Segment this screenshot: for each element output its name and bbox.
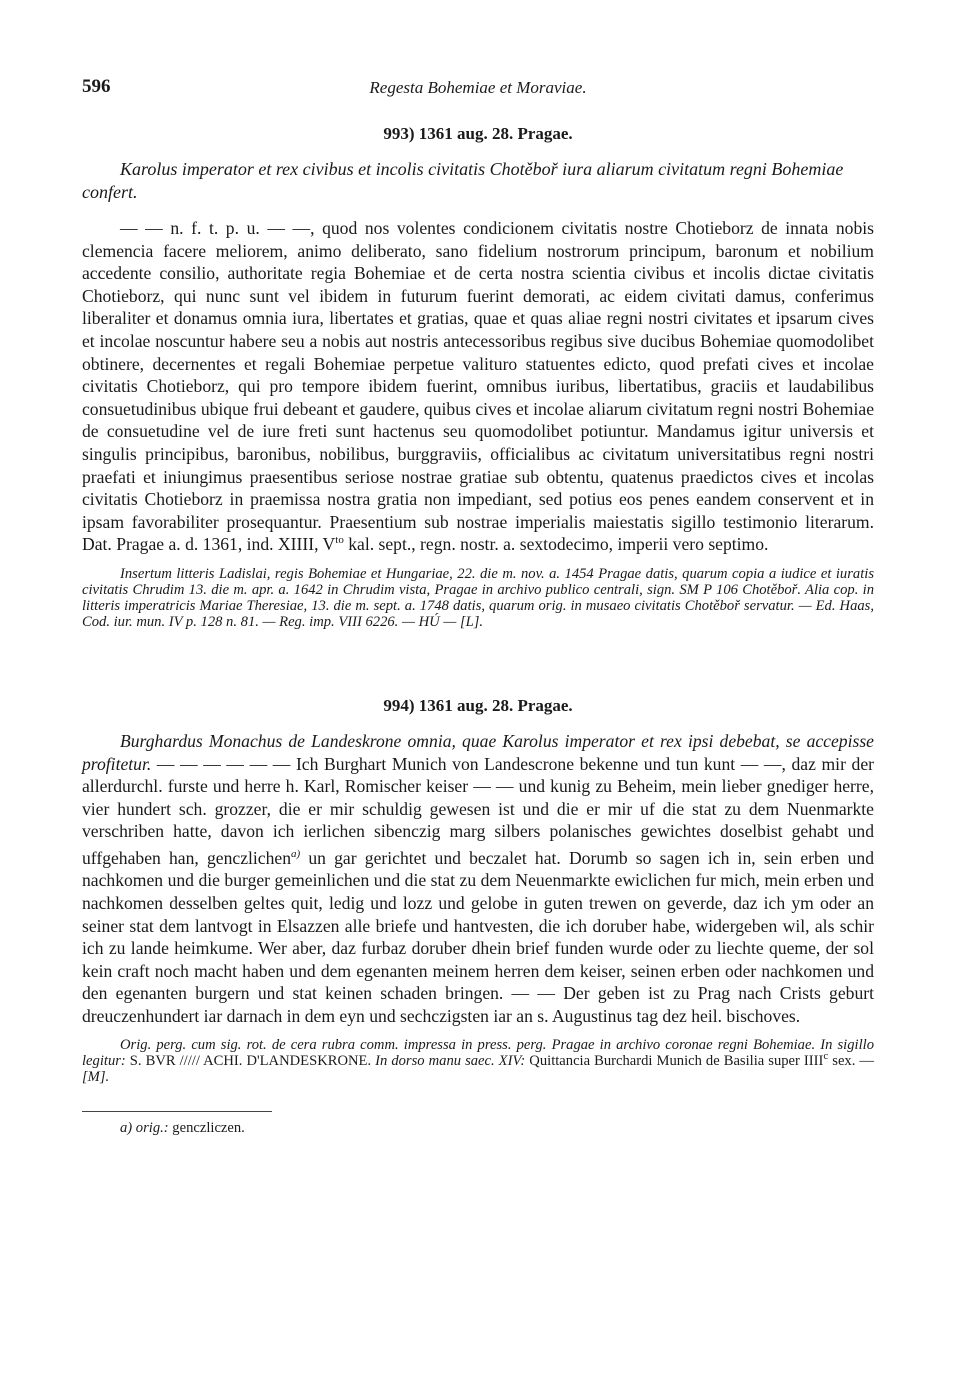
doc-994-apparatus: Orig. perg. cum sig. rot. de cera rubra comm. impressa in press. perg. Pragae in archivo coronae regni Bohemiae. In sigillo legitur: S. BVR ///// ACHI. D'LANDESKRONE. In dorso manu saec. XIV: Quittancia Burchardi Munich de Basilia super IIII$^c$ sex. — [M]. — [82, 1037, 874, 1086]
doc-994-footnote-mark: a) — [291, 847, 301, 860]
page-number: 596 — [82, 76, 111, 97]
doc-994-heading: 994) 1361 aug. 28. Pragae. — [383, 695, 573, 715]
doc-993-superscript: to — [335, 534, 344, 547]
doc-993-apparatus: Insertum litteris Ladislai, regis Bohemiae et Hungariae, 22. die m. nov. a. 1454 Pragae datis, quarum copia a iudice et iuratis civitatis Chrudim 13. die m. apr. a. 1642 in Chrudim vista, Pragae in archivo publico centrali, sign. SM P 106 Chotěboř. Alia cop. in litteris imperatricis Mariae Theresiae, 13. die m. sept. a. 1748 datis, quarum orig. in musaeo civitatis Chotěboř servatur. — Ed. Haas, Cod. iur. mun. IV p. 128 n. 81. — Reg. imp. VIII 6226. — HÚ — [L]. — [82, 565, 874, 630]
doc-994-text: Burghardus Monachus de Landeskrone omnia, quae Karolus imperator et rex ipsi debebat, se accepisse profitetur. — — — — — — Ich Burghart Munich von Landescrone bekenne und tun kunt — —, daz mir der allerdurchl. furste und herre h. Karl, Romischer keiser — — und kunig zu Beheim, mein lieber gnediger herre, vier hundert sch. grozzer, die er mir schuldig gewesen ist und die er mir uf die stat zu dem Nuenmarkte verschriben hatte, davon ich ierlichen sibenczig marg silbers polanisches gewichtes doselbist gehabt und uffgehaben han, genczlichen$^{a)}$ un gar gerichtet und beczalet hat. Dorumb so sagen ich in, sein erben und nachkomen und die burger gemeinlichen und die stat zu dem Neuenmarkte ewiclichen fur mich, mein erben und nachkomen desselben geltes quit, ledig und lozz und gelobe in guten trewen on geverde, daz ich ym oder an seiner stat dem lantvogt in Elsazzen alle briefe und hantvesten, die ich doruber habe, widergeben wil, als schir ich zu lande heimkume. Wer aber, daz furbaz doruber dhein brief funden wurde oder zu liechte queme, der sol kein craft noch macht haben und dem egenanten meinem herren dem keiser, seinen erben oder nachkomen und den egenanten burgern und stat keinen schaden bringen. — — Der geben ist zu Prag nach Crists geburt dreuczenhundert iar darnach in dem eyn und sechczigsten iar an s. Augustinus tag dez heil. bischoves. — [82, 730, 874, 1026]
footnote-rule — [82, 1111, 272, 1112]
doc-993-summary: Karolus imperator et rex civibus et incolis civitatis Chotěboř iura aliarum civitatum regni Bohemiae confert. — [82, 159, 844, 202]
doc-994-summary: Burghardus Monachus de Landeskrone omnia, quae Karolus imperator et rex ipsi debebat, se accepisse profitetur. — [82, 730, 874, 774]
document-page — [82, 72, 874, 1137]
running-title: Regesta Bohemiae et Moraviae. — [369, 78, 587, 97]
footnote: a) orig.: genczliczen. — [120, 1120, 245, 1137]
doc-993-heading: 993) 1361 aug. 28. Pragae. — [383, 124, 573, 143]
doc-993-text: — — n. f. t. p. u. — —, quod nos volentes condicionem civitatis nostre Chotieborz de innata nobis clemencia facere meliorem, animo deliberato, sano fidelium nostrorum principum, baronum et nobilium accedente consilio, authoritate regia Bohemiae et de certa nostra scientia civibus et incolis dictae civitatis Chotieborz, qui nunc sunt vel ibidem in futurum fuerint demorati, ac eidem civitati damus, conferimus liberaliter et donamus omnia iura, libertates et gratias, quae et quas aliae regni nostri civitates et ipsarum cives et incolae noscuntur habere seu a nobis aut nostris antecessoribus regibus sive ducibus Bohemiae quomodolibet obtinere, decernentes et regali Bohemiae perpetue valituro statuentes edicto, quod prefati cives et incolae civitatis Chotieborz, qui pro tempore ibidem fuerint, omnibus iuribus, libertatibus, graciis et laudabilibus consuetudinibus ubique frui debeant et gaudere, quibus cives et incolae aliarum civitatum regni nostri Bohemiae de consuetudine vel de iure freti sunt hactenus seu quomodolibet potiuntur. Mandamus igitur universis et singulis principibus, baronibus, nobilibus, burggraviis, officialibus ac civitatum universitatibus regni nostri praefati et iniungimus praesentibus seriose nostrae gratiae sub obtentu, quatenus praedictos cives et incolas civitatis Chotieborz in praemissa nostra gratia non impediant, sed potius eos penes eandem conservent et in ipsam favorabiliter prosequantur. Praesentium sub nostrae imperialis maiestatis sigillo testimonio literarum. Dat. Pragae a. d. 1361, ind. XIIII, $V^{to}$ kal. sept., regn. nostr. a. sextodecimo, imperii vero septimo. — [82, 218, 874, 555]
page-header — [82, 72, 874, 102]
